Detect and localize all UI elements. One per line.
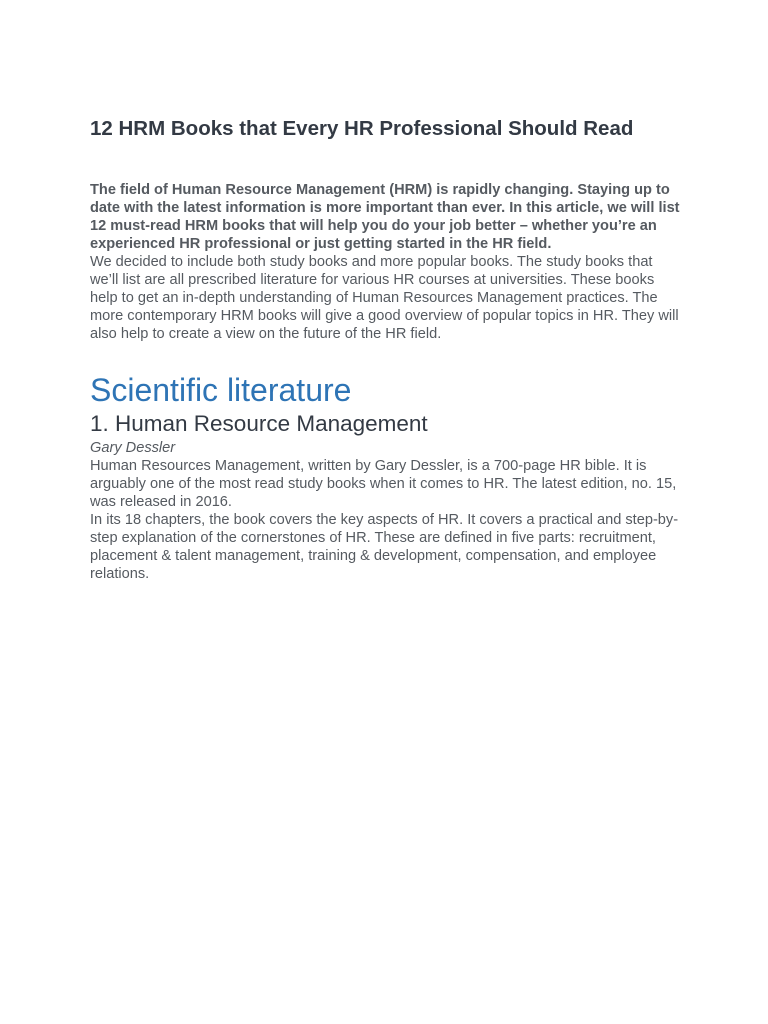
book-paragraph-1: Human Resources Management, written by Gary Dessler, is a 700-page HR bible. It is arguably one of the most read study books when it comes to HR. The latest edition, no. 15, was released in 2016. xyxy=(90,458,677,510)
book-paragraph-2: In its 18 chapters, the book covers the key aspects of HR. It covers a practical and step-by-step explanation of the cornerstones of HR. These are defined in five parts: recruitment, placement & talent management, training & development, compensation, and employee relations. xyxy=(90,512,679,582)
document-page xyxy=(90,115,680,583)
book-title: 1. Human Resource Management xyxy=(90,411,428,436)
intro-section xyxy=(90,181,680,343)
section-heading: Scientific literature xyxy=(90,372,352,408)
intro-bold-paragraph: The field of Human Resource Management (HRM) is rapidly changing. Staying up to date with the latest information is more important than ever. In this article, we will list 12 must-read HRM books that will help you do your job better – whether you’re an experienced HR professional or just getting started in the HR field. xyxy=(90,182,680,252)
book-entry xyxy=(90,409,680,583)
document-title: 12 HRM Books that Every HR Professional Should Read xyxy=(90,117,634,140)
book-author: Gary Dessler xyxy=(90,440,176,456)
intro-body-paragraph: We decided to include both study books and more popular books. The study books that we’ll list are all prescribed literature for various HR courses at universities. These books help to get an in-depth understanding of Human Resources Management practices. The more contemporary HRM books will give a good overview of popular topics in HR. They will also help to create a view on the future of the HR field. xyxy=(90,254,679,342)
